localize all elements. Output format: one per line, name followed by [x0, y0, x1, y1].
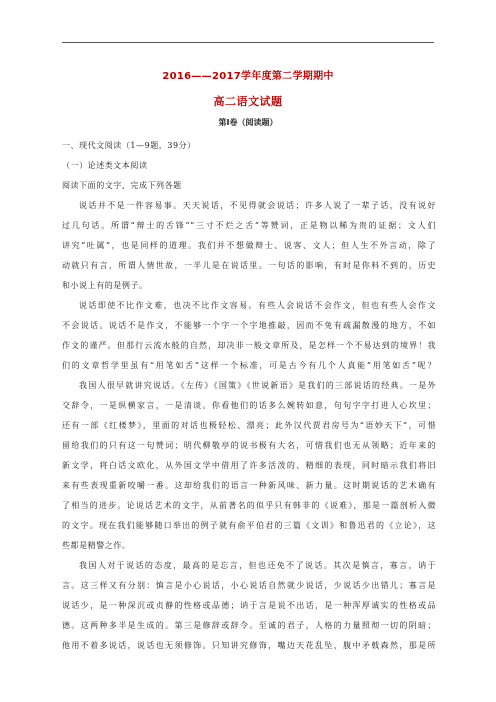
exam-title: 高二语文试题	[213, 95, 283, 108]
text-line: 们的文章哲学里虽有“用笔如舌”这样一个标准，可是古今有几个人真能“用笔如舌”呢？	[62, 361, 436, 370]
text-line: 作文的谨严。但那行云流水般的自然，却决非一般文章所及，是怎样一个不易达到的境界！我	[62, 341, 436, 350]
paragraph-line	[62, 256, 436, 276]
paragraph-line	[62, 436, 436, 456]
text-line: 来有些表现重新咬嚼一番。这却给我们的语言一种新风味、新力量。这时期说话的艺术确有	[62, 481, 436, 490]
paragraph-line	[62, 316, 436, 336]
header-rule	[62, 42, 434, 43]
paragraph-line	[62, 636, 436, 656]
text-line: 一、现代文阅读（1—9题，39分）	[62, 141, 196, 150]
paragraph-line	[62, 216, 436, 236]
text-line: 言。这三样又有分别：慎言是小心说话，小心说话自然就少说话，少说话少出错儿；寡言是	[62, 581, 436, 590]
text-line: 留给我们的只有这一句赞词；明代柳敬亭的说书极有大名，可惜我们也无从领略；近年来的	[62, 441, 436, 450]
paragraph-line	[62, 556, 436, 576]
paragraph-line	[62, 296, 436, 316]
instruction-line	[62, 176, 436, 196]
text-line: 新文学，将白话文欧化，从外国文学中借用了许多活泼的、精细的表现，同时暗示我们将旧	[62, 461, 436, 470]
section-heading	[62, 136, 436, 156]
text-line: 他用不着多说话，说话也无须修饰。只知讲究修饰，嘴边天花乱坠，腹中矛戟森然，那是所	[62, 641, 436, 650]
text-line: 过几句话。所谓“辩士的舌锋”“三寸不烂之舌”等赞词，正是物以稀为贵的证据；文人们	[62, 221, 436, 230]
paragraph-line	[62, 396, 436, 416]
text-line: 说话即使不比作文难，也决不比作文容易。有些人会说话不会作文，但也有些人会作文	[79, 301, 436, 310]
paragraph-line	[62, 416, 436, 436]
text-line: （一）论述类文本阅读	[62, 161, 148, 170]
paragraph-line	[62, 376, 436, 396]
body-text	[62, 136, 436, 656]
text-line: 我国人很早就讲究说话。《左传》《国策》《世说新语》是我们的三部说话的经典。一是外	[79, 381, 436, 390]
paragraph-line	[62, 196, 436, 216]
text-line: 还有一部《红楼梦》，里面的对话也极轻松、漂亮；此外汉代贾君房号为“语妙天下”，可惜	[62, 421, 436, 430]
paragraph-line	[62, 336, 436, 356]
volume-title: 第Ⅰ卷（阅读题）	[218, 118, 278, 127]
text-line: 交辞令，一是纵横家言，一是清谈。你看他们的话多么婉转如意，句句字字打进人心坎里；	[62, 401, 436, 410]
text-line: 不会说话。说话不是作文，不能够一个字一个字地推敲，因而不免有疏漏散漫的地方，不如	[62, 321, 436, 330]
text-line: 的文字。现在我们能够随口举出的例子就有俞平伯君的三篇《文训》和鲁迅君的《立论》，这	[62, 521, 436, 530]
paragraph-line	[62, 616, 436, 636]
paragraph-line	[62, 356, 436, 376]
subsection-heading	[62, 156, 436, 176]
text-line: 我国人对于说话的态度，最高的是忘言，但也还免不了说话。其次是慎言，寡言，讷于	[79, 561, 436, 570]
paragraph-line	[62, 596, 436, 616]
text-line: 和小说上有的是例子。	[62, 281, 148, 290]
text-line: 阅读下面的文字，完成下列各题	[62, 181, 182, 190]
paragraph-line	[62, 456, 436, 476]
text-line: 些都是精警之作。	[62, 541, 131, 550]
text-line: 说话并不是一件容易事。天天说话，不见得就会说话；许多人说了一辈子话，没有说好	[79, 201, 436, 210]
school-year-title: 2016——2017学年度第二学期期中	[162, 71, 334, 82]
paragraph-line	[62, 276, 436, 296]
paragraph-line	[62, 576, 436, 596]
paragraph-line	[62, 536, 436, 556]
text-line: 德。这两种多半是生成的。第三是修辞或辞令。至诚的君子，人格的力量照彻一切的阴暗；	[62, 621, 436, 630]
text-line: 讲究“吐属”，也是同样的道理。我们并不想做辩士、说客、文人；但人生不外言动，除了	[62, 241, 436, 250]
paragraph-line	[62, 496, 436, 516]
paragraph-line	[62, 516, 436, 536]
text-line: 说话少，是一种深沉或贞静的性格或品德；讷于言是说不出话，是一种浑厚诚实的性格或品	[62, 601, 436, 610]
text-line: 了相当的进步。论说话艺术的文字，从前著名的似乎只有韩非的《说难》，那是一篇剖析入微	[62, 501, 436, 510]
paragraph-line	[62, 476, 436, 496]
text-line: 动就只有言，所谓人情世故，一半儿是在说话里。一句话的影响，有时是你料不到的，历史	[62, 261, 436, 270]
paragraph-line	[62, 236, 436, 256]
